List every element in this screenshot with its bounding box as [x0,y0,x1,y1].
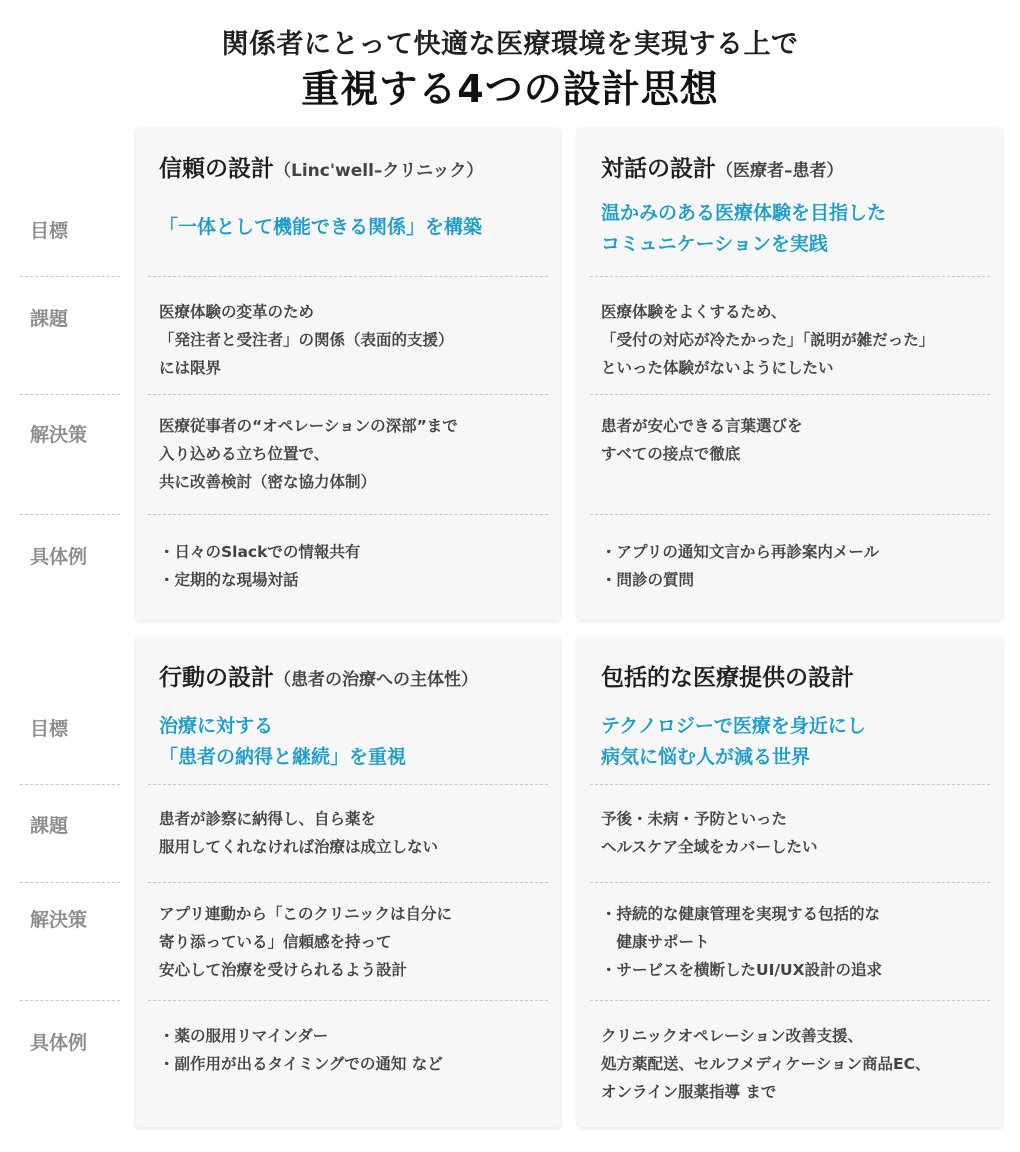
card-solution [601,412,803,468]
card-example [159,1022,443,1078]
card-title: 包括的な医療提供の設計 [601,665,854,691]
design-card-behavior [136,637,560,1127]
goal-line: コミュニケーションを実践 [601,233,828,255]
card-subtitle: （患者の治療への主体性） [274,670,478,690]
card-goal [601,711,866,773]
row-label-issue: 課題 [30,815,69,837]
card-goal [159,212,482,243]
example-line: ・定期的な現場対話 [159,571,299,589]
row-divider [20,514,120,515]
card-divider [148,882,548,883]
solution-line: 患者が安心できる言葉選びを [601,417,803,435]
card-solution [159,412,458,496]
issue-line: 患者が診察に納得し、自ら薬を [159,810,377,828]
heading-line2: 重視する4つの設計思想 [301,67,719,111]
card-divider [590,514,990,515]
heading-line1: 関係者にとって快適な医療環境を実現する上で [221,29,799,60]
card-divider [590,276,990,277]
design-card-dialogue [578,128,1002,620]
row-label-issue: 課題 [30,308,69,330]
card-issue [159,805,438,861]
solution-line: 健康サポート [601,933,710,951]
card-divider [590,394,990,395]
card-goal [601,198,886,260]
card-solution [159,900,452,984]
example-line: ・薬の服用リマインダー [159,1027,329,1045]
goal-line: 治療に対する [159,715,274,737]
card-divider [148,784,548,785]
card-divider [590,784,990,785]
card-divider [148,394,548,395]
card-title: 行動の設計 [159,665,274,691]
design-card-comprehensive [578,637,1002,1127]
card-subtitle: （医療者–患者） [716,161,844,181]
card-divider [148,514,548,515]
issue-line: 服用してくれなければ治療は成立しない [159,838,439,856]
card-issue [601,805,818,861]
solution-line: 共に改善検討（密な協力体制） [159,473,377,491]
card-issue [159,298,454,382]
example-line: ・問診の質問 [601,571,695,589]
card-divider [590,882,990,883]
solution-line: 寄り添っている」信頼感を持って [159,933,392,951]
example-line: クリニックオペレーション改善支援、 [601,1027,863,1045]
solution-line: 安心して治療を受けられるよう設計 [159,961,408,979]
goal-line: 「一体として機能できる関係」を構築 [159,216,483,238]
issue-line: ヘルスケア全域をカバーしたい [601,838,818,856]
row-label-goal: 目標 [30,718,69,740]
row-divider [20,394,120,395]
card-header [601,659,854,692]
issue-line: 医療体験の変革のため [159,303,315,321]
card-title: 信頼の設計 [159,156,274,182]
card-subtitle: （Linc'well–クリニック） [274,161,484,181]
solution-line: ・サービスを横断したUI/UX設計の追求 [601,961,883,979]
row-label-solution: 解決策 [30,424,88,446]
goal-line: テクノロジーで医療を身近にし [601,715,866,737]
solution-line: すべての接点で徹底 [601,445,741,463]
card-example [159,538,360,594]
issue-line: には限界 [159,359,222,377]
card-header [159,659,478,692]
card-solution [601,900,882,984]
card-issue [601,298,934,382]
example-line: オンライン服薬指導 まで [601,1083,777,1101]
solution-line: ・持続的な健康管理を実現する包括的な [601,905,881,923]
row-label-example: 具体例 [30,1032,88,1054]
card-divider [590,1000,990,1001]
card-goal [159,711,406,773]
goal-line: 温かみのある医療体験を目指した [601,202,887,224]
issue-line: 「発注者と受注者」の関係（表面的支援） [159,331,454,349]
issue-line: 医療体験をよくするため、 [601,303,787,321]
card-divider [148,276,548,277]
row-divider [20,882,120,883]
card-title: 対話の設計 [601,156,716,182]
row-divider [20,784,120,785]
design-card-trust [136,128,560,620]
issue-line: といった体験がないようにしたい [601,359,834,377]
card-header [159,150,483,183]
card-example [601,1022,931,1106]
card-divider [148,1000,548,1001]
row-label-example: 具体例 [30,546,88,568]
row-divider [20,276,120,277]
row-label-solution: 解決策 [30,909,88,931]
issue-line: 「受付の対応が冷たかった」「説明が雑だった」 [601,331,935,349]
solution-line: 入り込める立ち位置で、 [159,445,330,463]
card-header [601,150,844,183]
solution-line: アプリ連動から「このクリニックは自分に [159,905,452,923]
example-line: ・アプリの通知文言から再診案内メール [601,543,880,561]
example-line: ・副作用が出るタイミングでの通知 など [159,1055,443,1073]
example-line: ・日々のSlackでの情報共有 [159,543,361,561]
row-label-goal: 目標 [30,220,69,242]
example-line: 処方薬配送、セルフメディケーション商品EC、 [601,1055,931,1073]
row-divider [20,1000,120,1001]
goal-line: 病気に悩む人が減る世界 [601,746,811,768]
goal-line: 「患者の納得と継続」を重視 [159,746,407,768]
solution-line: 医療従事者の“オペレーションの深部”まで [159,417,458,435]
issue-line: 予後・未病・予防といった [601,810,788,828]
card-example [601,538,879,594]
